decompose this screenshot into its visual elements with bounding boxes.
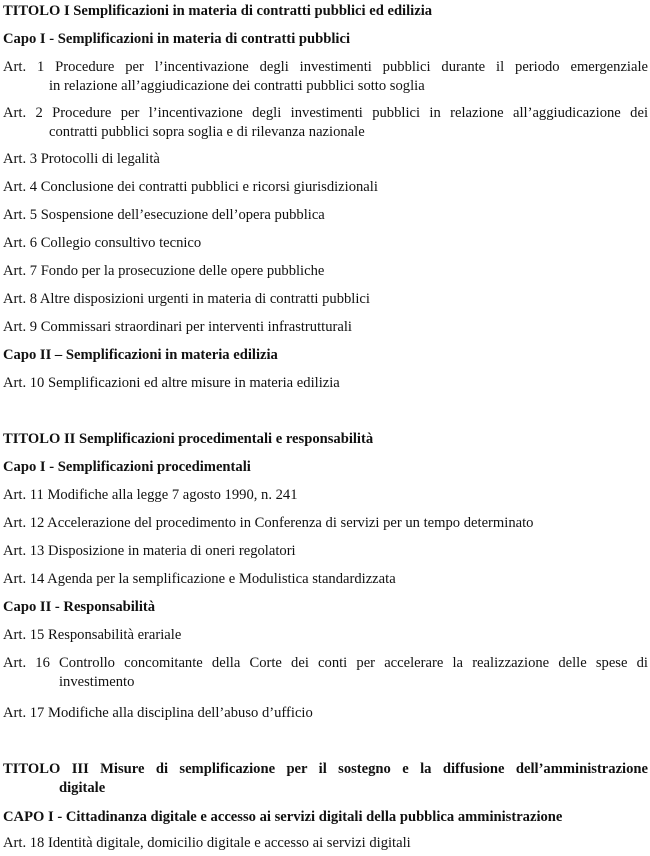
titolo-3-line-1: TITOLO III Misure di semplificazione per il sostegno e la diffusione dell’amministrazione bbox=[3, 761, 648, 777]
list-item-art-13: Art. 13 Disposizione in materia di oneri regolatori bbox=[3, 543, 296, 559]
list-item-art-4: Art. 4 Conclusione dei contratti pubblici e ricorsi giurisdizionali bbox=[3, 179, 378, 195]
list-item-art-2 bbox=[3, 104, 648, 142]
heading-capo-2-1: Capo I - Semplificazioni procedimentali bbox=[3, 459, 251, 475]
list-item-art-6: Art. 6 Collegio consultivo tecnico bbox=[3, 235, 202, 251]
list-item-art-7: Art. 7 Fondo per la prosecuzione delle opere pubbliche bbox=[3, 263, 325, 279]
list-item-art-16 bbox=[3, 654, 648, 692]
heading-titolo-2: TITOLO II Semplificazioni procedimentali e responsabilità bbox=[3, 431, 374, 447]
art-2-line-2: contratti pubblici sopra soglia e di rilevanza nazionale bbox=[49, 124, 365, 140]
list-item-art-5: Art. 5 Sospensione dell’esecuzione dell’opera pubblica bbox=[3, 207, 325, 223]
list-item-art-14: Art. 14 Agenda per la semplificazione e Modulistica standardizzata bbox=[3, 571, 396, 587]
art-16-line-2: investimento bbox=[59, 674, 135, 690]
heading-capo-1-2: Capo II – Semplificazioni in materia edilizia bbox=[3, 347, 278, 363]
heading-titolo-1: TITOLO I Semplificazioni in materia di contratti pubblici ed edilizia bbox=[3, 3, 433, 19]
heading-capo-2-2: Capo II - Responsabilità bbox=[3, 599, 156, 615]
list-item-art-11: Art. 11 Modifiche alla legge 7 agosto 1990, n. 241 bbox=[3, 487, 298, 503]
list-item-art-15: Art. 15 Responsabilità erariale bbox=[3, 627, 182, 643]
list-item-art-18: Art. 18 Identità digitale, domicilio digitale e accesso ai servizi digitali bbox=[3, 835, 411, 851]
list-item-art-8: Art. 8 Altre disposizioni urgenti in materia di contratti pubblici bbox=[3, 291, 370, 307]
heading-titolo-3 bbox=[3, 760, 648, 798]
list-item-art-9: Art. 9 Commissari straordinari per interventi infrastrutturali bbox=[3, 319, 352, 335]
art-1-line-2: in relazione all’aggiudicazione dei contratti pubblici sotto soglia bbox=[49, 78, 425, 94]
list-item-art-17: Art. 17 Modifiche alla disciplina dell’abuso d’ufficio bbox=[3, 705, 313, 721]
art-1-line-1: Art. 1 Procedure per l’incentivazione degli investimenti pubblici durante il periodo emergenziale bbox=[3, 59, 648, 75]
list-item-art-12: Art. 12 Accelerazione del procedimento in Conferenza di servizi per un tempo determinato bbox=[3, 515, 534, 531]
list-item-art-3: Art. 3 Protocolli di legalità bbox=[3, 151, 160, 167]
art-16-line-1: Art. 16 Controllo concomitante della Corte dei conti per accelerare la realizzazione delle spese di bbox=[3, 655, 648, 671]
heading-capo-3-1: CAPO I - Cittadinanza digitale e accesso ai servizi digitali della pubblica amministrazione bbox=[3, 809, 563, 825]
list-item-art-1 bbox=[3, 58, 648, 96]
titolo-3-line-2: digitale bbox=[59, 780, 106, 796]
list-item-art-10: Art. 10 Semplificazioni ed altre misure in materia edilizia bbox=[3, 375, 340, 391]
heading-capo-1-1: Capo I - Semplificazioni in materia di contratti pubblici bbox=[3, 31, 351, 47]
art-2-line-1: Art. 2 Procedure per l’incentivazione degli investimenti pubblici in relazione all’aggiudicazione dei bbox=[3, 105, 648, 121]
